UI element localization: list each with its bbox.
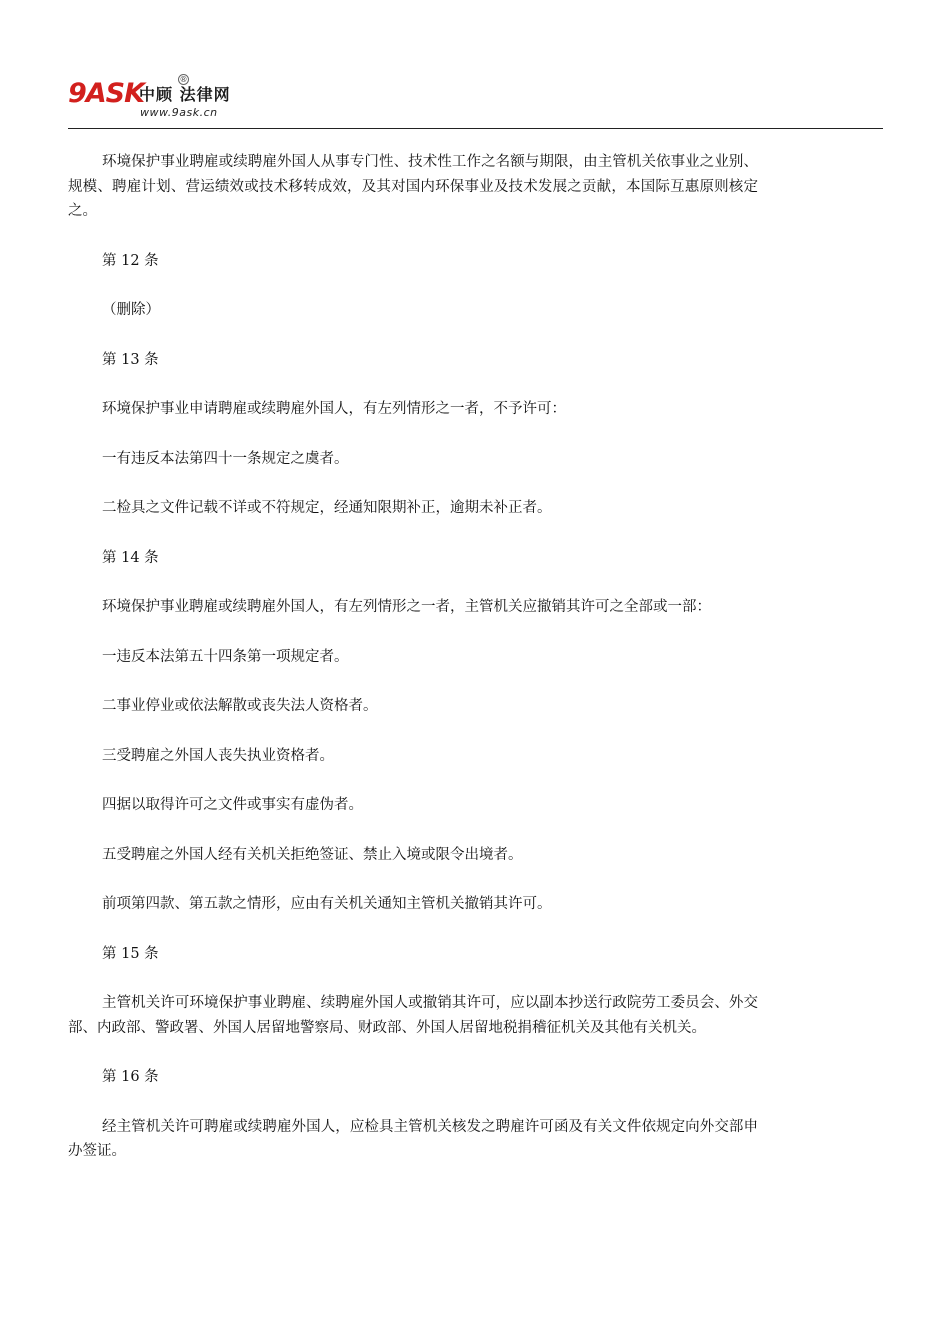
paragraph-article-16-text: 经主管机关许可聘雇或续聘雇外国人，应检具主管机关核发之聘雇许可函及有关文件依规定向外交部申办签证。 [68,1118,758,1159]
paragraph-article-14-item-1: 一违反本法第五十四条第一项规定者。 [102,648,349,665]
paragraph-article-14-note: 前项第四款、第五款之情形，应由有关机关通知主管机关撤销其许可。 [102,896,552,912]
paragraph-article-11-text: 环境保护事业聘雇或续聘雇外国人从事专门性、技术性工作之名额与期限，由主管机关依事业之业别、规模、聘雇计划、营运绩效或技术移转成效，及其对国内环保事业及技术发展之贡献，本国际互惠原则核定之。 [68,154,758,219]
paragraph-article-14-item-3: 三受聘雇之外国人丧失执业资格者。 [102,747,334,764]
registered-mark-icon: ® [179,75,188,84]
paragraph-article-13-item-1: 一有违反本法第四十一条规定之虞者。 [102,450,349,467]
article-heading-14: 第 14 条 [102,549,159,566]
paragraph-article-14-intro: 环境保护事业聘雇或续聘雇外国人，有左列情形之一者，主管机关应撤销其许可之全部或一部： [102,599,711,615]
paragraph-deleted: （删除） [102,302,160,318]
header-divider [68,128,883,129]
paragraph-article-14-item-4: 四据以取得许可之文件或事实有虚伪者。 [102,797,363,813]
paragraph-article-13-intro: 环境保护事业申请聘雇或续聘雇外国人，有左列情形之一者，不予许可： [102,401,566,417]
site-logo[interactable] [68,74,258,124]
paragraph-article-14-item-5: 五受聘雇之外国人经有关机关拒绝签证、禁止入境或限令出境者。 [102,846,523,863]
article-heading-12: 第 12 条 [102,252,159,269]
logo-mark: 9ASK [68,78,145,109]
document-body [68,150,758,1189]
page-header [68,74,884,132]
paragraph-article-15-text: 主管机关许可环境保护事业聘雇、续聘雇外国人或撤销其许可，应以副本抄送行政院劳工委员会、外交部、内政部、警政署、外国人居留地警察局、财政部、外国人居留地税捐稽征机关及其他有关机关。 [68,995,758,1036]
logo-url: www.9ask.cn [140,106,218,119]
paragraph-article-14-item-2: 二事业停业或依法解散或丧失法人资格者。 [102,698,378,714]
paragraph-article-13-item-2: 二检具之文件记载不详或不符规定，经通知限期补正，逾期未补正者。 [102,500,552,516]
article-heading-15: 第 15 条 [102,945,159,962]
article-heading-13: 第 13 条 [102,351,159,368]
logo-chinese-name: 中顾 法律网 [139,85,231,104]
article-heading-16: 第 16 条 [102,1069,159,1085]
